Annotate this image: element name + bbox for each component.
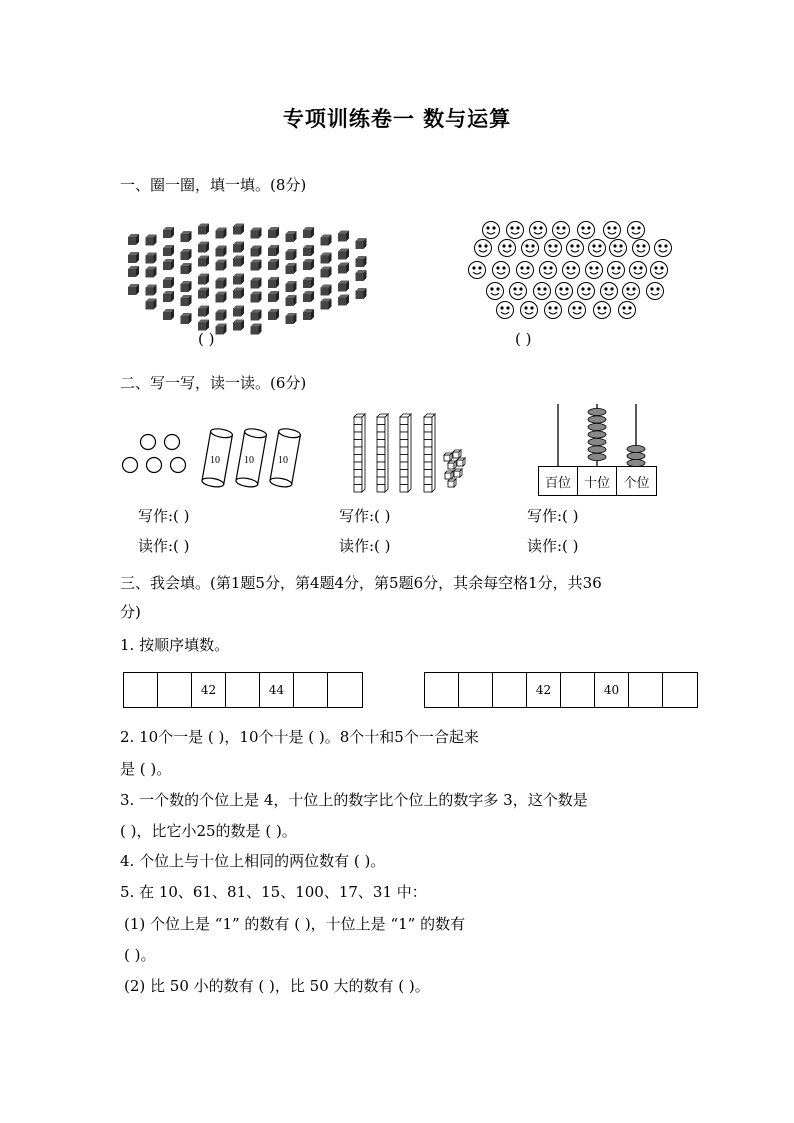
cube <box>216 260 227 271</box>
cube <box>321 299 332 310</box>
cube <box>163 309 174 320</box>
bead <box>588 453 606 460</box>
smiley-face <box>534 283 551 300</box>
cube <box>233 224 244 235</box>
cube <box>321 285 332 296</box>
cube <box>216 228 227 239</box>
bead <box>627 445 645 452</box>
cube <box>233 288 244 299</box>
smiley-face <box>633 240 650 257</box>
cube <box>163 259 174 270</box>
cube <box>233 242 244 253</box>
cube <box>198 256 209 267</box>
smiley-face <box>619 302 636 319</box>
smiley-face <box>586 262 603 279</box>
place-value-table <box>538 466 657 496</box>
smiley-face <box>497 302 514 319</box>
bead <box>588 416 606 423</box>
bead <box>627 452 645 459</box>
cube <box>268 309 279 320</box>
question-1: 1. 按顺序填数。 <box>120 636 230 654</box>
sequence-cell: 42 <box>527 673 561 707</box>
sequence-cell[interactable] <box>328 673 362 707</box>
read-as-1[interactable]: 读作:( ) <box>138 537 190 555</box>
sequence-cell[interactable] <box>561 673 595 707</box>
sequence-cell[interactable] <box>629 673 663 707</box>
sequence-cell[interactable] <box>459 673 493 707</box>
cube <box>216 324 227 335</box>
smiley-faces-illustration <box>465 218 675 338</box>
question-3: 3. 一个数的个位上是 4，十位上的数字比个位上的数字多 3，这个数是 <box>120 791 588 809</box>
cube <box>233 274 244 285</box>
ten-block-column <box>424 414 435 492</box>
cube <box>251 310 262 321</box>
section-3-heading-cont: 分) <box>120 603 141 621</box>
cube <box>181 281 192 292</box>
unit-circle <box>171 458 186 473</box>
cube <box>128 252 139 263</box>
base-ten-blocks-illustration <box>352 413 472 503</box>
cube <box>338 231 349 242</box>
write-as-1[interactable]: 写作:( ) <box>138 507 190 525</box>
cube <box>233 256 244 267</box>
sequence-cell[interactable] <box>294 673 328 707</box>
smiley-face <box>589 240 606 257</box>
cube <box>321 253 332 264</box>
cube <box>251 278 262 289</box>
smiley-face <box>522 240 539 257</box>
cube <box>268 245 279 256</box>
sequence-cell[interactable] <box>158 673 192 707</box>
cube <box>128 284 139 295</box>
cube <box>303 277 314 288</box>
smiley-face <box>507 222 524 239</box>
read-as-2[interactable]: 读作:( ) <box>339 537 391 555</box>
rod-label: 10 <box>210 455 220 466</box>
smiley-face <box>556 283 573 300</box>
ten-block-column <box>400 414 411 492</box>
question-2-cont: 是 ( )。 <box>120 760 172 778</box>
bead <box>588 423 606 430</box>
cube <box>146 253 157 264</box>
smiley-face <box>540 262 557 279</box>
question-5-1-cont: ( )。 <box>124 946 156 964</box>
rod-label: 10 <box>244 455 254 466</box>
cube <box>251 228 262 239</box>
cube <box>198 320 209 331</box>
cube <box>338 295 349 306</box>
smiley-face <box>499 240 516 257</box>
write-as-3[interactable]: 写作:( ) <box>527 507 579 525</box>
cube <box>286 231 297 242</box>
cube <box>286 295 297 306</box>
cube <box>268 277 279 288</box>
section-2-heading: 二、写一写，读一读。(6分) <box>120 374 307 392</box>
question-3-cont: ( )，比它小25的数是 ( )。 <box>120 822 297 840</box>
cube <box>163 227 174 238</box>
smiley-face <box>655 240 672 257</box>
cube <box>286 249 297 260</box>
unit-block <box>448 461 456 469</box>
cube <box>181 313 192 324</box>
cube <box>198 288 209 299</box>
cube <box>286 263 297 274</box>
answer-blank-cubes[interactable]: ( ) <box>198 330 215 348</box>
smiley-face <box>530 222 547 239</box>
cube <box>303 259 314 270</box>
smiley-face <box>569 302 586 319</box>
smiley-face <box>623 283 640 300</box>
smiley-face <box>545 240 562 257</box>
section-3-heading: 三、我会填。(第1题5分，第4题4分，第5题6分，其余每空格1分，共36 <box>120 574 602 592</box>
cube <box>268 227 279 238</box>
smiley-face <box>594 302 611 319</box>
unit-block <box>457 458 465 466</box>
place-ones: 个位 <box>623 475 650 491</box>
circles-and-bundles-illustration <box>120 433 305 493</box>
bead <box>588 431 606 438</box>
cube <box>321 267 332 278</box>
cube <box>181 263 192 274</box>
smiley-face <box>610 240 627 257</box>
cube <box>216 292 227 303</box>
place-hundreds: 百位 <box>539 467 578 495</box>
cube <box>356 288 367 299</box>
cube <box>338 249 349 260</box>
question-5-1: (1) 个位上是 “1” 的数有 ( )，十位上是 “1” 的数有 <box>124 915 466 933</box>
answer-blank-smileys[interactable]: ( ) <box>515 330 532 348</box>
smiley-face <box>553 222 570 239</box>
smiley-face <box>604 222 621 239</box>
cube <box>146 267 157 278</box>
unit-block <box>448 479 456 487</box>
cube <box>128 234 139 245</box>
sequence-cell: 42 <box>192 673 226 707</box>
cube <box>338 263 349 274</box>
cube <box>128 266 139 277</box>
sequence-cell[interactable] <box>663 673 697 707</box>
smiley-face <box>510 283 527 300</box>
cube <box>181 249 192 260</box>
ten-block-column <box>354 414 365 492</box>
bead <box>588 446 606 453</box>
smiley-face <box>567 240 584 257</box>
cube <box>216 278 227 289</box>
cube <box>356 238 367 249</box>
cube <box>198 274 209 285</box>
bead <box>588 438 606 445</box>
sequence-cell[interactable] <box>493 673 527 707</box>
ten-block-column <box>377 414 388 492</box>
question-5: 5. 在 10、61、81、15、100、17、31 中： <box>120 883 427 901</box>
cube <box>233 320 244 331</box>
smiley-face <box>578 222 595 239</box>
smiley-face <box>647 283 664 300</box>
smiley-face <box>545 302 562 319</box>
cube <box>181 295 192 306</box>
cube <box>286 313 297 324</box>
cube <box>303 245 314 256</box>
unit-block <box>453 450 461 458</box>
bead <box>588 408 606 415</box>
sequence-cell: 44 <box>260 673 294 707</box>
cube <box>338 281 349 292</box>
abacus-illustration <box>540 402 665 472</box>
unit-circle <box>165 435 180 450</box>
sequence-left <box>123 672 363 708</box>
cube <box>233 306 244 317</box>
question-2: 2. 10个一是 ( )，10个十是 ( )。8个十和5个一合起来 <box>120 728 479 746</box>
sequence-cell[interactable] <box>226 673 260 707</box>
cube <box>356 256 367 267</box>
smiley-face <box>521 302 538 319</box>
cube <box>251 246 262 257</box>
smiley-face <box>578 283 595 300</box>
smiley-face <box>563 262 580 279</box>
sequence-cell[interactable] <box>124 673 158 707</box>
cube <box>216 246 227 257</box>
section-1-heading: 一、圈一圈，填一填。(8分) <box>120 176 307 194</box>
unit-circle <box>123 458 138 473</box>
cube <box>303 227 314 238</box>
smiley-face <box>493 262 510 279</box>
cube <box>251 324 262 335</box>
cube <box>163 277 174 288</box>
cube <box>163 291 174 302</box>
rod-label: 10 <box>278 455 288 466</box>
cube <box>198 306 209 317</box>
unit-circle <box>147 458 162 473</box>
unit-circle <box>141 435 156 450</box>
cube <box>251 260 262 271</box>
unit-block <box>445 471 453 479</box>
cube <box>268 259 279 270</box>
read-as-3[interactable]: 读作:( ) <box>527 537 579 555</box>
cube <box>216 310 227 321</box>
cube <box>303 291 314 302</box>
write-as-2[interactable]: 写作:( ) <box>339 507 391 525</box>
sequence-cell[interactable] <box>425 673 459 707</box>
smiley-face <box>475 240 492 257</box>
question-5-2: (2) 比 50 小的数有 ( )，比 50 大的数有 ( )。 <box>124 977 430 995</box>
smiley-face <box>651 262 668 279</box>
unit-block <box>444 453 452 461</box>
page-title: 专项训练卷一 数与运算 <box>282 106 512 131</box>
cube <box>163 245 174 256</box>
smiley-face <box>469 262 486 279</box>
cube <box>146 235 157 246</box>
cube <box>303 309 314 320</box>
question-4: 4. 个位上与十位上相同的两位数有 ( )。 <box>120 852 386 870</box>
cube <box>356 270 367 281</box>
sequence-right <box>424 672 698 708</box>
cube <box>286 281 297 292</box>
smiley-face <box>601 283 618 300</box>
cube <box>146 299 157 310</box>
cubes-illustration <box>120 208 380 328</box>
smiley-face <box>487 283 504 300</box>
smiley-face <box>630 262 647 279</box>
smiley-face <box>517 262 534 279</box>
unit-block <box>454 469 462 477</box>
cube <box>198 242 209 253</box>
cube <box>321 235 332 246</box>
cube <box>251 292 262 303</box>
smiley-face <box>628 222 645 239</box>
smiley-face <box>483 222 500 239</box>
place-tens: 十位 <box>578 467 617 495</box>
cube <box>146 285 157 296</box>
cube <box>181 231 192 242</box>
cube <box>198 224 209 235</box>
cube <box>268 291 279 302</box>
sequence-cell: 40 <box>595 673 629 707</box>
smiley-face <box>608 262 625 279</box>
